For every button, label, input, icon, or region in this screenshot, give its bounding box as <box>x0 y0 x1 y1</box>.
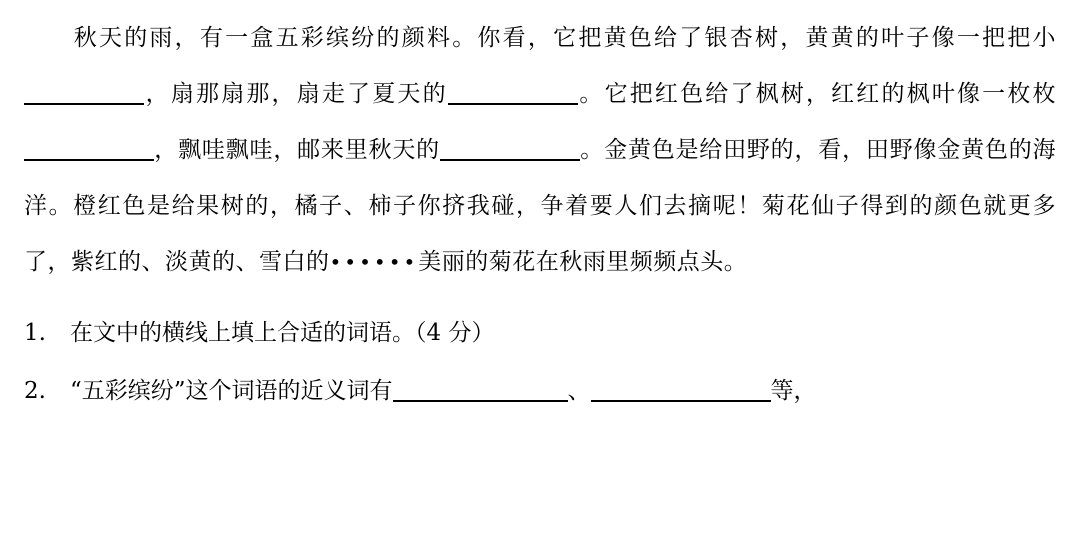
question-1-number: 1. <box>24 320 46 346</box>
fill-blank-4[interactable] <box>440 136 580 161</box>
ellipsis-dots: •••••• <box>329 250 419 274</box>
passage-line-6-part-b: 美丽的菊花在秋雨里频频点头。 <box>418 249 748 275</box>
question-2-text-b: 、 <box>567 378 591 404</box>
passage-line-2-part-c: 。它把红色给了 <box>577 81 756 107</box>
question-item-2 <box>24 362 1056 420</box>
reading-passage <box>24 10 1056 290</box>
passage-line-3-part-b: ，飘哇飘哇，邮来里秋天的 <box>154 137 440 163</box>
passage-line-3-part-a: 枫树，红红的枫叶像一枚枚 <box>755 81 1056 107</box>
question-1-text: 在文中的横线上填上合适的词语。（4 分） <box>70 320 495 346</box>
fill-blank-2[interactable] <box>448 80 578 105</box>
question-2-text-c: 等， <box>770 378 817 404</box>
question-2-text-a: “五彩缤纷”这个词语的近义词有 <box>70 378 393 404</box>
answer-blank-2[interactable] <box>591 377 771 402</box>
question-2-number: 2. <box>24 378 46 404</box>
passage-line-1: 秋天的雨，有一盒五彩缤纷的颜料。你看，它把黄色给了银杏树，黄黄的叶 <box>72 25 907 51</box>
question-item-1 <box>24 304 1056 362</box>
passage-line-2-part-a: 子像一把把小 <box>906 25 1057 51</box>
passage-line-6-part-a: 雪白的 <box>259 249 330 275</box>
fill-blank-1[interactable] <box>24 80 144 105</box>
questions-list <box>24 304 1056 420</box>
fill-blank-3[interactable] <box>24 136 154 161</box>
passage-line-5: 你挤我碰，争着要人们去摘呢！菊花仙子得到的颜色就更多了，紫红的、淡黄的、 <box>24 193 1057 275</box>
passage-line-4: 金黄色是给田野的，看，田野像金黄色的海洋。橙红色是给果树的，橘子、柿子 <box>24 137 1057 219</box>
passage-line-2-part-b: ，扇那扇那，扇走了夏天的 <box>144 81 448 107</box>
passage-line-3-part-c: 。 <box>579 137 605 163</box>
answer-blank-1[interactable] <box>393 377 568 402</box>
